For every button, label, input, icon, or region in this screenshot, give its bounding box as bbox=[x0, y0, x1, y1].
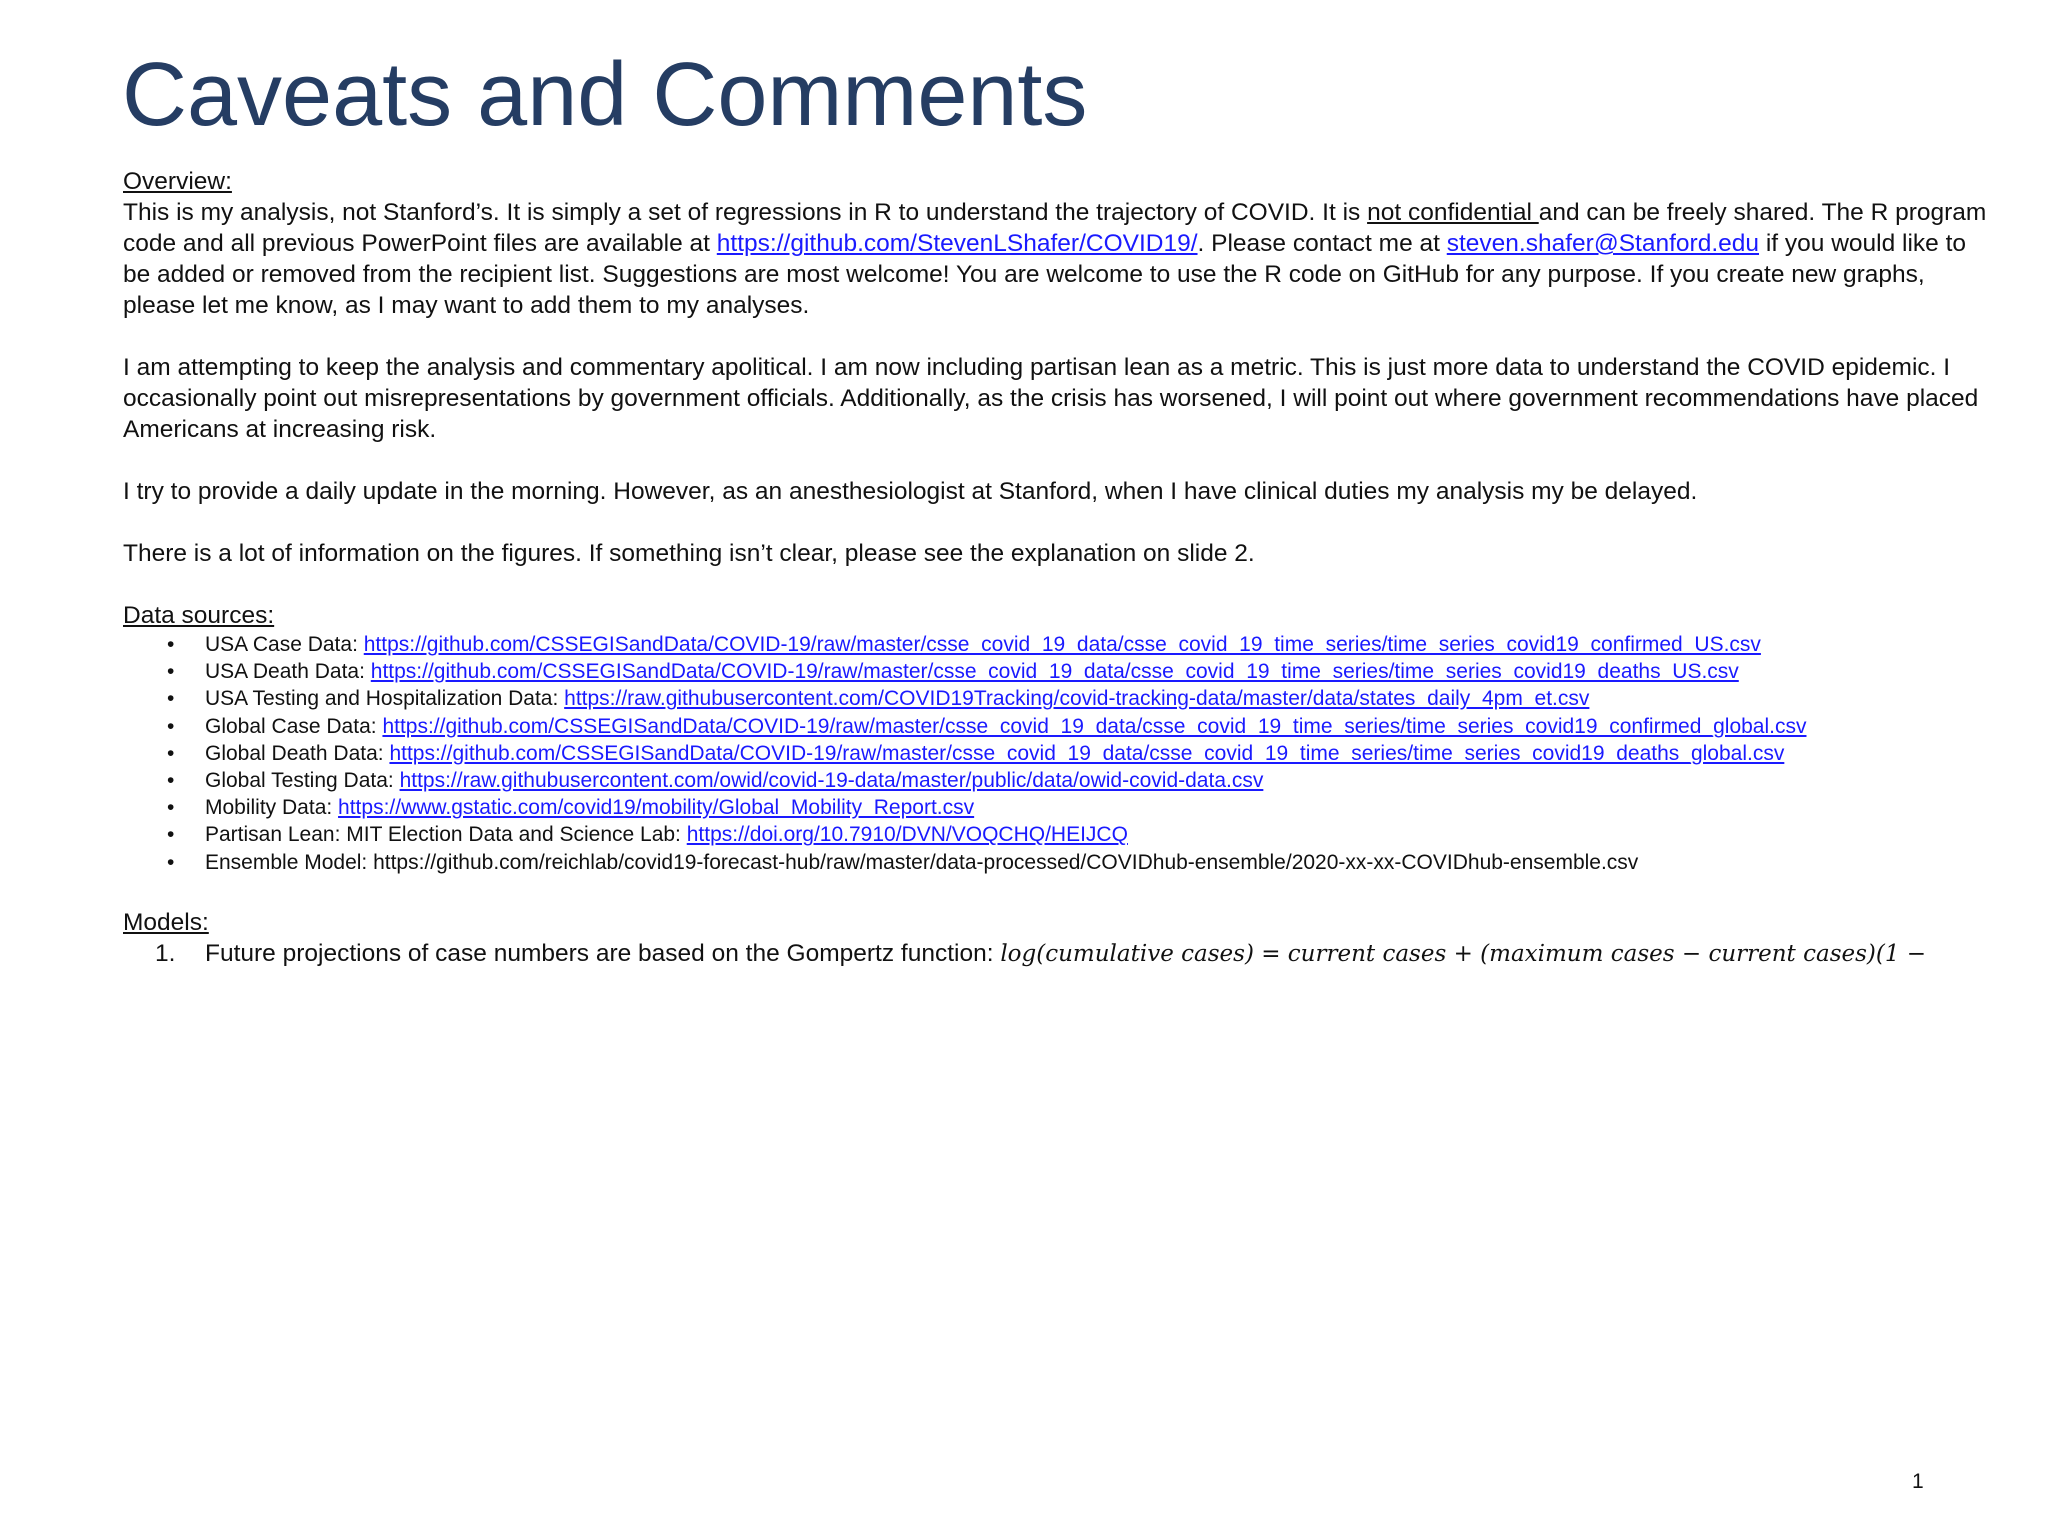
source-label: Global Case Data: bbox=[205, 714, 383, 738]
source-label: Mobility Data: bbox=[205, 796, 339, 820]
source-item-mobility bbox=[123, 794, 1993, 821]
overview-section bbox=[123, 166, 1993, 569]
source-link[interactable]: https://raw.githubusercontent.com/COVID19Tracking/covid-tracking-data/master/data/states_daily_4pm_et.csv bbox=[564, 687, 1590, 711]
overview-paragraph-1 bbox=[123, 197, 1993, 321]
overview-paragraph-2: I am attempting to keep the analysis and commentary apolitical. I am now including partisan lean as a metric. This is just more data to understand the COVID epidemic. I occasionally point out misrepresentations by government officials. Additionally, as the crisis has worsened, I will point out where government recommendations have placed Americans at increasing risk. bbox=[123, 354, 1979, 443]
source-item-global-testing bbox=[123, 767, 1993, 794]
overview-text-a: This is my analysis, not Stanford’s. It is simply a set of regressions in R to understand the trajectory of COVID. It is bbox=[123, 199, 1368, 226]
source-item-partisan-lean bbox=[123, 821, 1993, 848]
bullet-icon: • bbox=[167, 687, 175, 711]
bullet-icon: • bbox=[167, 633, 175, 656]
source-link[interactable]: https://github.com/CSSEGISandData/COVID-19/raw/master/csse_covid_19_data/csse_covid_19_time_series/time_series_covid19_deaths_global.csv bbox=[389, 741, 1785, 765]
slide-title: Caveats and Comments bbox=[122, 45, 1088, 145]
source-link[interactable]: https://doi.org/10.7910/DVN/VOQCHQ/HEIJCQ bbox=[686, 823, 1128, 847]
github-link[interactable]: https://github.com/StevenLShafer/COVID19/ bbox=[716, 230, 1198, 257]
spacer bbox=[123, 876, 1993, 907]
data-sources-heading: Data sources: bbox=[123, 602, 275, 629]
data-sources-section bbox=[123, 600, 1993, 876]
source-item-ensemble-model bbox=[123, 849, 1993, 876]
models-heading: Models: bbox=[123, 908, 209, 936]
bullet-icon: • bbox=[167, 660, 175, 684]
overview-heading: Overview: bbox=[123, 168, 232, 195]
source-item-usa-testing bbox=[123, 685, 1993, 712]
source-label: Global Testing Data: bbox=[205, 769, 400, 793]
not-confidential-text: not confidential bbox=[1367, 199, 1539, 226]
source-label: Ensemble Model: https://github.com/reichlab/covid19-forecast-hub/raw/master/data-processed/COVIDhub-ensemble/2020-xx-xx-COVIDhub-ensemble.csv bbox=[205, 850, 1639, 874]
bullet-icon: • bbox=[167, 796, 175, 820]
model-number: 1. bbox=[155, 939, 176, 967]
source-link[interactable]: https://www.gstatic.com/covid19/mobility/Global_Mobility_Report.csv bbox=[338, 796, 975, 820]
source-link[interactable]: https://raw.githubusercontent.com/owid/covid-19-data/master/public/data/owid-covid-data.csv bbox=[399, 769, 1264, 793]
page-number: 1 bbox=[1912, 1470, 1924, 1493]
source-link[interactable]: https://github.com/CSSEGISandData/COVID-19/raw/master/csse_covid_19_data/csse_covid_19_time_series/time_series_covid19_deaths_US.csv bbox=[370, 660, 1739, 684]
source-link[interactable]: https://github.com/CSSEGISandData/COVID-19/raw/master/csse_covid_19_data/csse_covid_19_time_series/time_series_covid19_confirmed_global.csv bbox=[382, 714, 1807, 738]
source-label: Partisan Lean: MIT Election Data and Science Lab: bbox=[205, 823, 687, 847]
email-link[interactable]: steven.shafer@Stanford.edu bbox=[1446, 230, 1760, 257]
bullet-icon: • bbox=[167, 823, 175, 847]
source-item-usa-case bbox=[123, 631, 1993, 658]
slide-body bbox=[123, 166, 1993, 970]
source-label: USA Death Data: bbox=[205, 660, 371, 684]
bullet-icon: • bbox=[167, 741, 175, 765]
bullet-icon: • bbox=[167, 850, 175, 874]
source-label: Global Death Data: bbox=[205, 741, 390, 765]
bullet-icon: • bbox=[167, 769, 175, 793]
model-text: Future projections of case numbers are based on the Gompertz function: bbox=[205, 939, 1001, 967]
overview-paragraph-3: I try to provide a daily update in the morning. However, as an anesthesiologist at Stanford, when I have clinical duties my analysis my be delayed. bbox=[123, 478, 1698, 505]
models-section bbox=[123, 907, 1993, 970]
source-item-global-death bbox=[123, 740, 1993, 767]
overview-text-d: if you would like to be added or removed from the recipient list. Suggestions are most welcome! You are welcome to use the R code on GitHub for any purpose. If you create new graphs, please let me know, as I may want to add them to my analyses. bbox=[123, 230, 1967, 319]
overview-text-c: . Please contact me at bbox=[1197, 230, 1447, 257]
overview-paragraph-4: There is a lot of information on the figures. If something isn’t clear, please see the explanation on slide 2. bbox=[123, 540, 1255, 567]
overview-text-b: and can be freely shared. The R program code and all previous PowerPoint files are available at bbox=[123, 199, 1987, 257]
source-label: USA Testing and Hospitalization Data: bbox=[205, 687, 565, 711]
source-link[interactable]: https://github.com/CSSEGISandData/COVID-19/raw/master/csse_covid_19_data/csse_covid_19_time_series/time_series_covid19_confirmed_US.csv bbox=[363, 633, 1761, 656]
models-list bbox=[123, 938, 1993, 970]
gompertz-formula: log(cumulative cases) = current cases + (maximum cases − current cases)(1 − bbox=[1000, 940, 1927, 967]
source-item-usa-death bbox=[123, 658, 1993, 685]
bullet-icon: • bbox=[167, 714, 175, 738]
source-label: USA Case Data: bbox=[205, 633, 364, 656]
source-item-global-case bbox=[123, 713, 1993, 740]
spacer bbox=[123, 569, 1993, 600]
model-item bbox=[123, 938, 1993, 970]
data-sources-list bbox=[123, 631, 1993, 876]
